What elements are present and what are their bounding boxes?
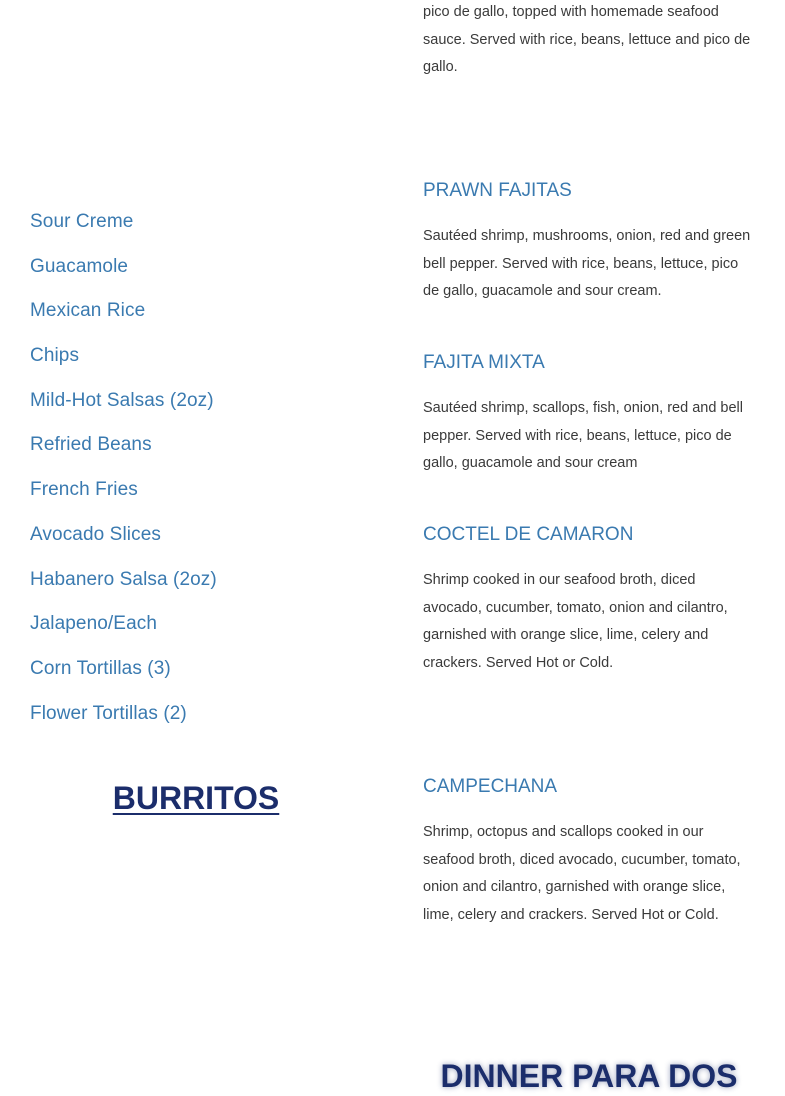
side-item: Corn Tortillas (3) <box>30 657 171 679</box>
dish-fajita-mixta <box>423 350 758 478</box>
dish-title: COCTEL DE CAMARON <box>423 524 634 545</box>
dish-description: Sautéed shrimp, mushrooms, onion, red and green bell pepper. Served with rice, beans, lettuce, pico de gallo, guacamole and sour cream. <box>423 228 751 300</box>
dish-title: FAJITA MIXTA <box>423 352 545 373</box>
previous-dish-description <box>423 0 758 82</box>
side-item: Refried Beans <box>30 434 152 456</box>
side-item: Mexican Rice <box>30 300 146 322</box>
side-item: Mild-Hot Salsas (2oz) <box>30 389 214 411</box>
side-item: French Fries <box>30 479 138 501</box>
dish-campechana <box>423 774 758 930</box>
side-item: Jalapeno/Each <box>30 613 158 635</box>
dish-description: Shrimp, octopus and scallops cooked in our seafood broth, diced avocado, cucumber, tomato, onion and cilantro, garnished with orange slice, lime, celery and crackers. Served Hot or Cold. <box>423 824 741 924</box>
side-item: Habanero Salsa (2oz) <box>30 568 217 590</box>
side-item: Guacamole <box>30 255 129 277</box>
dish-coctel-de-camaron <box>423 522 758 678</box>
side-item: Chips <box>30 345 80 367</box>
burritos-section-heading: BURRITOS <box>112 780 280 816</box>
side-item: Sour Creme <box>30 211 134 232</box>
dish-prawn-fajitas <box>423 178 758 306</box>
dish-title: PRAWN FAJITAS <box>423 180 572 201</box>
side-item: Avocado Slices <box>30 523 161 545</box>
dinner-para-dos-heading: DINNER PARA DOS <box>440 1058 738 1094</box>
side-item: Flower Tortillas (2) <box>30 702 187 724</box>
dish-description: Shrimp cooked in our seafood broth, diced avocado, cucumber, tomato, onion and cilantro, garnished with orange slice, lime, celery and crackers. Served Hot or Cold. <box>423 572 728 672</box>
dish-title: CAMPECHANA <box>423 776 558 797</box>
dish-description: Sautéed shrimp, scallops, fish, onion, red and bell pepper. Served with rice, beans, lettuce, pico de gallo, guacamole and sour cream <box>423 400 743 472</box>
dish-description: pico de gallo, topped with homemade seafood sauce. Served with rice, beans, lettuce and pico de gallo. <box>423 4 751 76</box>
sides-list <box>30 207 390 743</box>
